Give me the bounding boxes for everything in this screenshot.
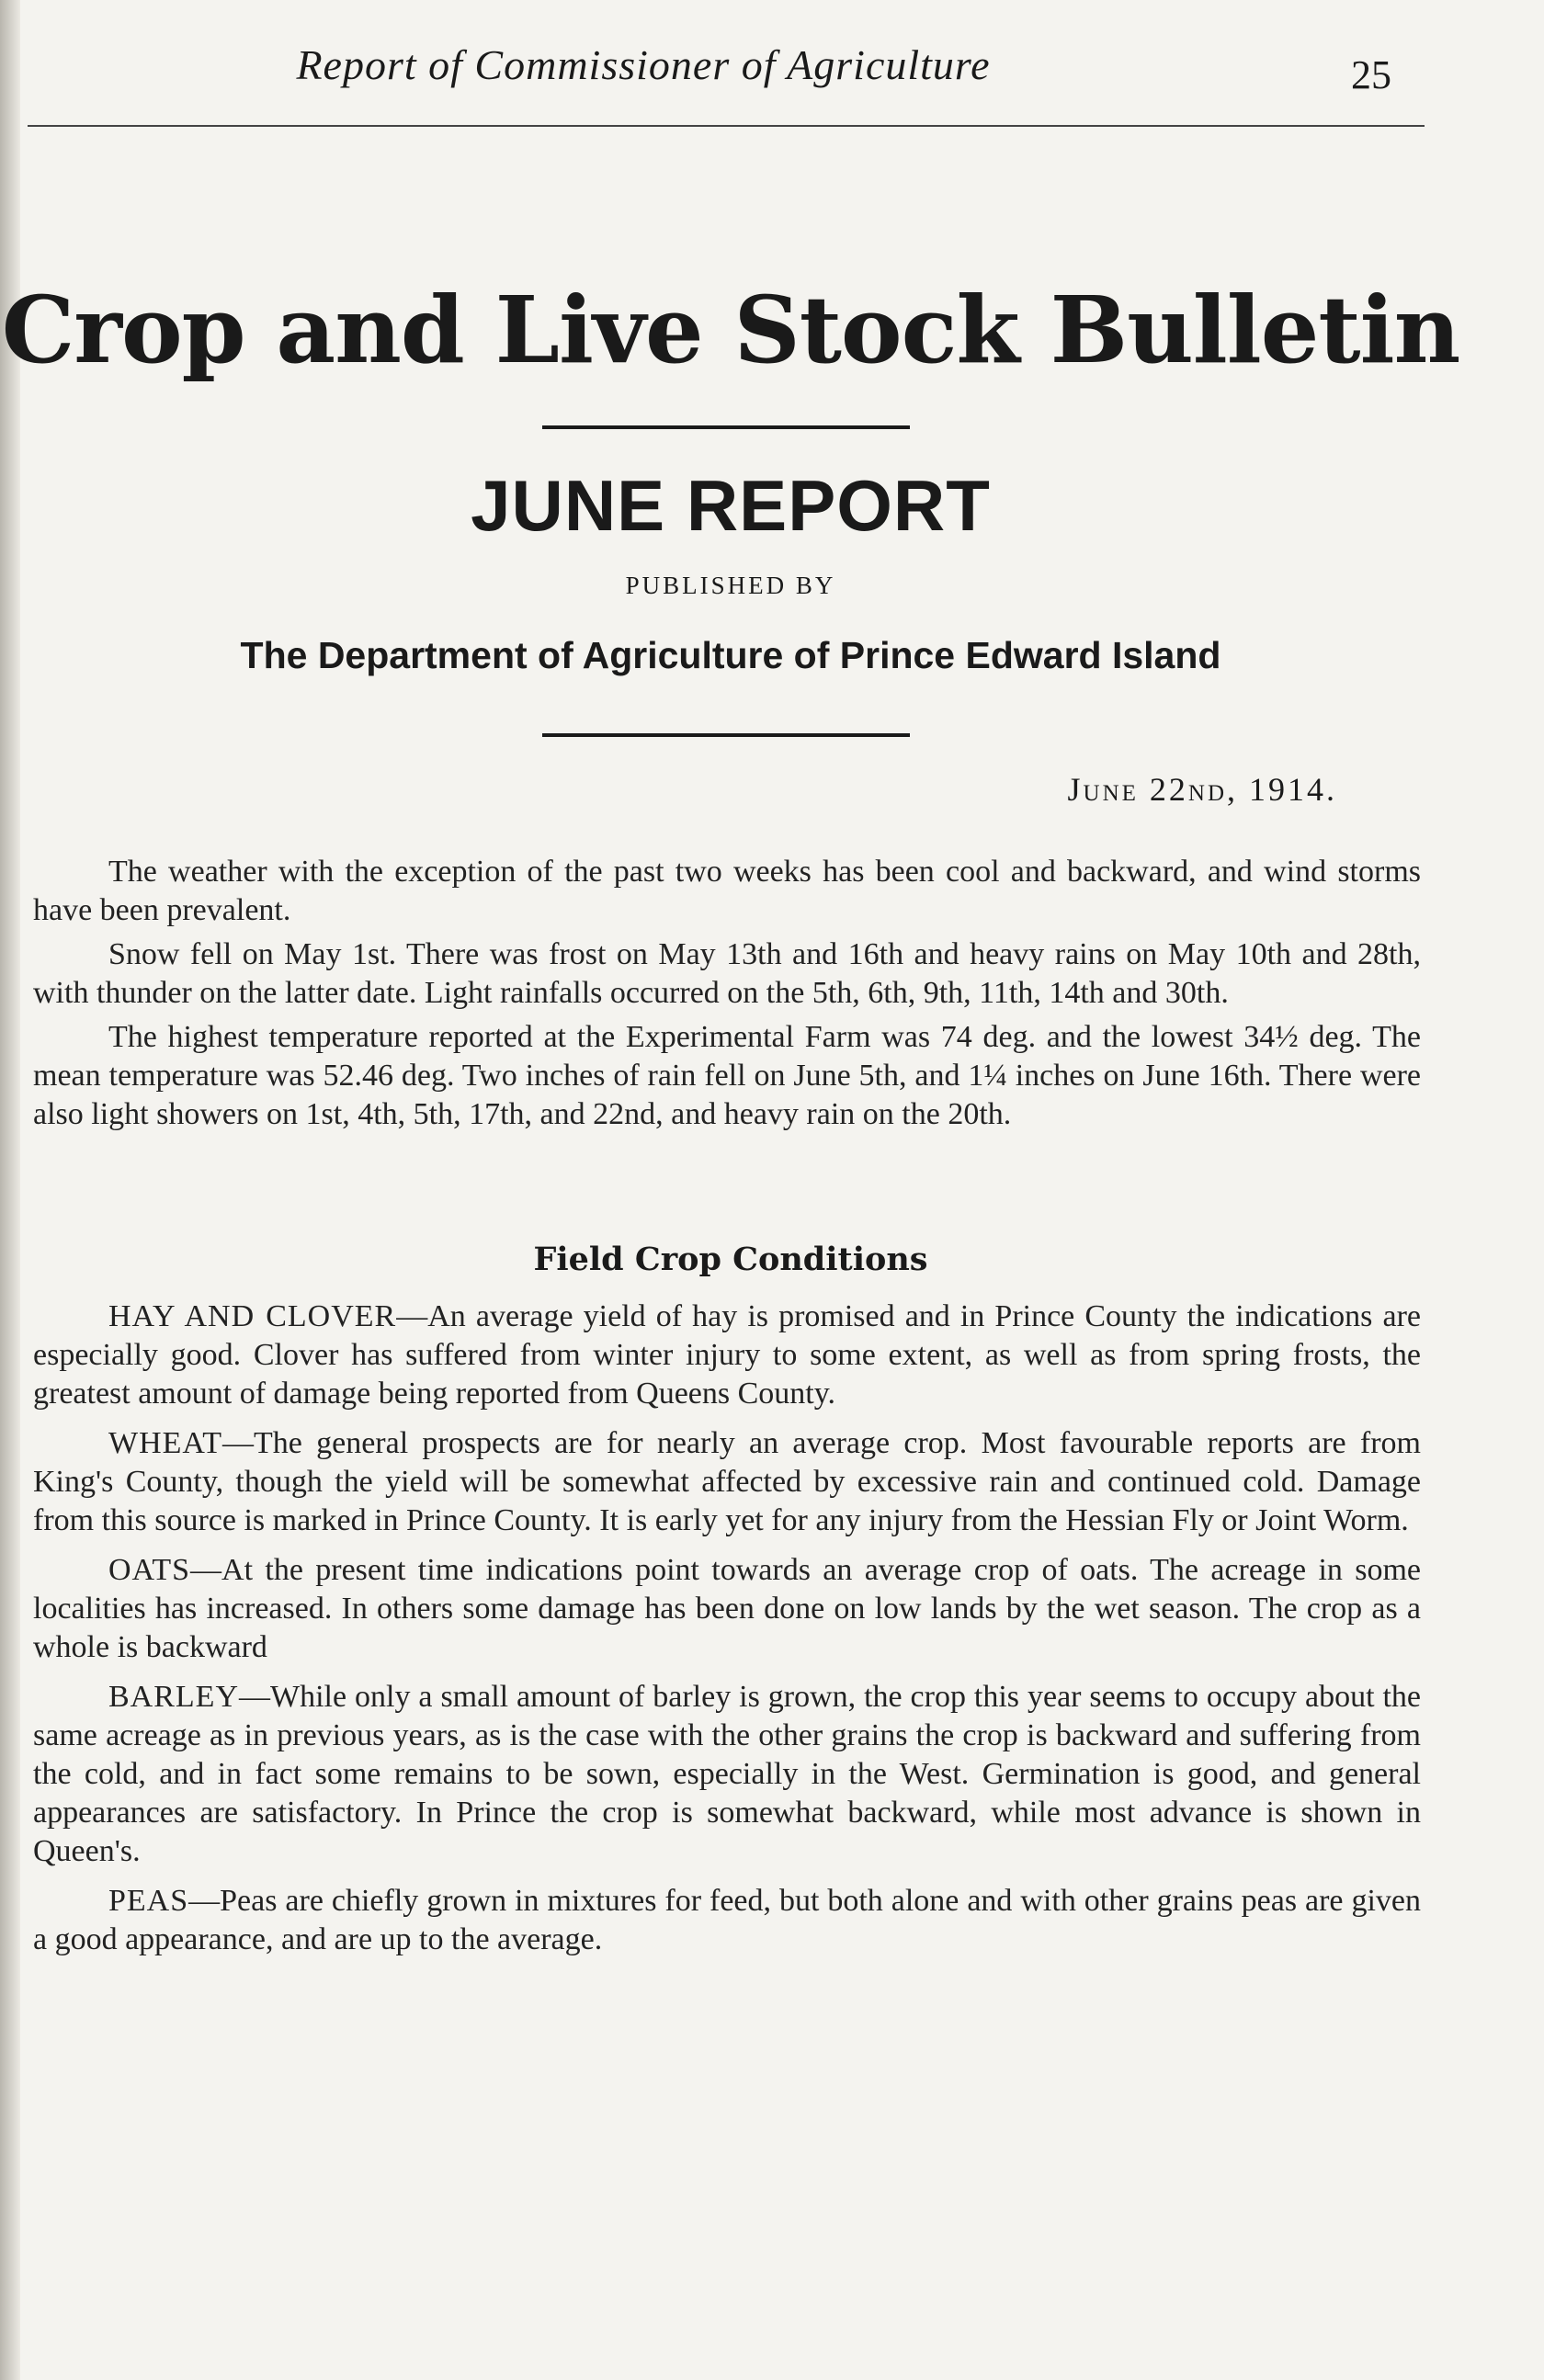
crop-text: —The general prospects are for nearly an average crop. Most favourable reports are from King's County, though the yield will be somewhat affected by excessive rain and continued cold. Damage from this source is marked in Prince County. It is early yet for any injury from the Hessian Fly or Joint Worm.: [33, 1426, 1421, 1537]
department-name: The Department of Agriculture of Prince Edward Island: [240, 634, 1221, 676]
crop-paragraph: [33, 1678, 1421, 1871]
report-date: June 22nd, 1914.: [1067, 771, 1337, 808]
title-divider-bottom: [542, 733, 910, 737]
crop-name: OATS: [108, 1553, 191, 1587]
bulletin-title: Crop and Live Stock Bulletin: [1, 276, 1460, 384]
crop-name: HAY AND CLOVER: [108, 1299, 397, 1333]
crop-paragraph: [33, 1298, 1421, 1413]
title-divider-top: [542, 425, 910, 429]
running-head: [28, 33, 1425, 125]
crop-paragraph: [33, 1551, 1421, 1667]
header-rule: [28, 125, 1425, 127]
weather-paragraph: Snow fell on May 1st. There was frost on May 13th and 16th and heavy rains on May 10th and 28th, with thunder on the latter date. Light rainfalls occurred on the 5th, 6th, 9th, 11th, 14th and 30th.: [33, 937, 1421, 1010]
crop-name: WHEAT: [108, 1426, 222, 1460]
published-by-label: PUBLISHED BY: [625, 572, 836, 599]
crop-name: BARLEY: [108, 1680, 239, 1714]
field-crop-heading: Field Crop Conditions: [533, 1241, 928, 1278]
weather-paragraph: The highest temperature reported at the Experimental Farm was 74 deg. and the lowest 34½ deg. The mean temperature was 52.46 deg. Two inches of rain fell on June 5th, and 1¼ inches on June 16th. There were also light showers on 1st, 4th, 5th, 17th, and 22nd, and heavy rain on the 20th.: [33, 1020, 1421, 1131]
crop-paragraph: [33, 1882, 1421, 1959]
crop-name: PEAS: [108, 1884, 189, 1918]
weather-paragraph: The weather with the exception of the past two weeks has been cool and backward, and wind storms have been prevalent.: [33, 855, 1421, 927]
crop-text: —An average yield of hay is promised and in Prince County the indications are especially good. Clover has suffered from winter injury to some extent, as well as from spring frosts, the greatest amount of damage being reported from Queens County.: [33, 1299, 1421, 1411]
crop-conditions-section: [33, 1298, 1421, 1970]
running-head-title: Report of Commissioner of Agriculture: [296, 41, 991, 88]
report-title: JUNE REPORT: [471, 465, 991, 546]
crop-paragraph: [33, 1424, 1421, 1540]
weather-section: [33, 853, 1421, 1139]
page-number: 25: [1351, 52, 1391, 97]
crop-text: —Peas are chiefly grown in mixtures for feed, but both alone and with other grains peas are given a good appearance, and are up to the average.: [33, 1884, 1421, 1956]
crop-text: —While only a small amount of barley is grown, the crop this year seems to occupy about the same acreage as in previous years, as is the case with the other grains the crop is backward and suffering from the cold, and in fact some remains to be sown, especially in the West. Germination is good, and general appearances are satisfactory. In Prince the crop is somewhat backward, while most advance is shown in Queen's.: [33, 1680, 1421, 1868]
crop-text: —At the present time indications point towards an average crop of oats. The acreage in some localities has increased. In others some damage has been done on low lands by the wet season. The crop as a whole is backward: [33, 1553, 1421, 1664]
